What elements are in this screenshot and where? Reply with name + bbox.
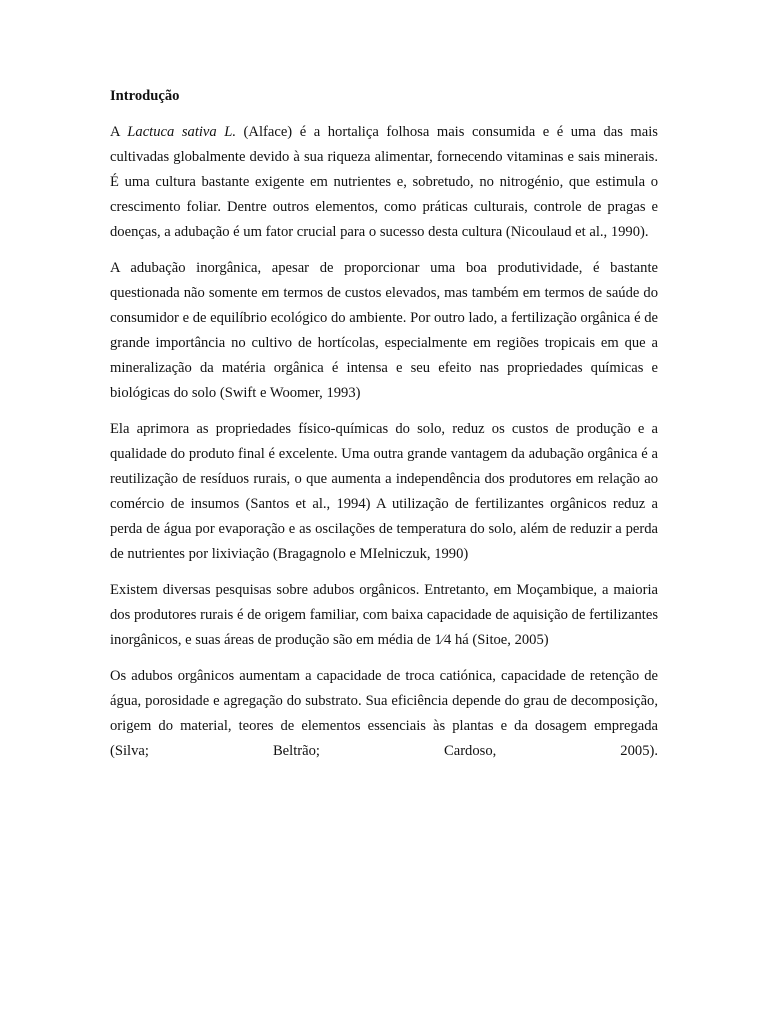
paragraph-4: Existem diversas pesquisas sobre adubos orgânicos. Entretanto, em Moçambique, a maioria dos produtores rurais é de origem familiar, com baixa capacidade de aquisição de fertilizantes inorgânicos, e suas áreas de produção são em média de 1⁄4 há (Sitoe, 2005): [110, 582, 658, 648]
paragraph-2: A adubação inorgânica, apesar de proporcionar uma boa produtividade, é bastante questionada não somente em termos de custos elevados, mas também em termos de saúde do consumidor e de equilíbrio ecológico do ambiente. Por outro lado, a fertilização orgânica é de grande importância no cultivo de hortícolas, especialmente em regiões tropicais em que a mineralização da matéria orgânica é intensa e seu efeito nas propriedades químicas e biológicas do solo (Swift e Woomer, 1993): [110, 260, 658, 401]
paragraph-1: [110, 120, 658, 245]
section-heading: Introdução: [110, 88, 180, 104]
paragraph-1-text: (Alface) é a hortaliça folhosa mais consumida e é uma das mais cultivadas globalmente devido à sua riqueza alimentar, fornecendo vitaminas e sais minerais. É uma cultura bastante exigente em nutrientes e, sobretudo, no nitrogénio, que estimula o crescimento foliar. Dentre outros elementos, como práticas culturais, controle de pragas e doenças, a adubação é um fator crucial para o sucesso desta cultura (Nicoulaud et al., 1990).: [110, 124, 658, 240]
species-name: Lactuca sativa L.: [127, 124, 237, 140]
paragraph-1-prefix: A: [110, 124, 128, 140]
paragraph-3: Ela aprimora as propriedades físico-químicas do solo, reduz os custos de produção e a qualidade do produto final é excelente. Uma outra grande vantagem da adubação orgânica é a reutilização de resíduos rurais, o que aumenta a independência dos produtores em relação ao comércio de insumos (Santos et al., 1994) A utilização de fertilizantes orgânicos reduz a perda de água por evaporação e as oscilações de temperatura do solo, além de reduzir a perda de nutrientes por lixiviação (Bragagnolo e MIelniczuk, 1990): [110, 421, 658, 562]
document-page: [110, 84, 658, 775]
paragraph-5: Os adubos orgânicos aumentam a capacidade de troca catiónica, capacidade de retenção de água, porosidade e agregação do substrato. Sua eficiência depende do grau de decomposição, origem do material, teores de elementos essenciais às plantas e da dosagem empregada (Silva; Beltrão; Cardoso, 2005).: [110, 668, 658, 759]
